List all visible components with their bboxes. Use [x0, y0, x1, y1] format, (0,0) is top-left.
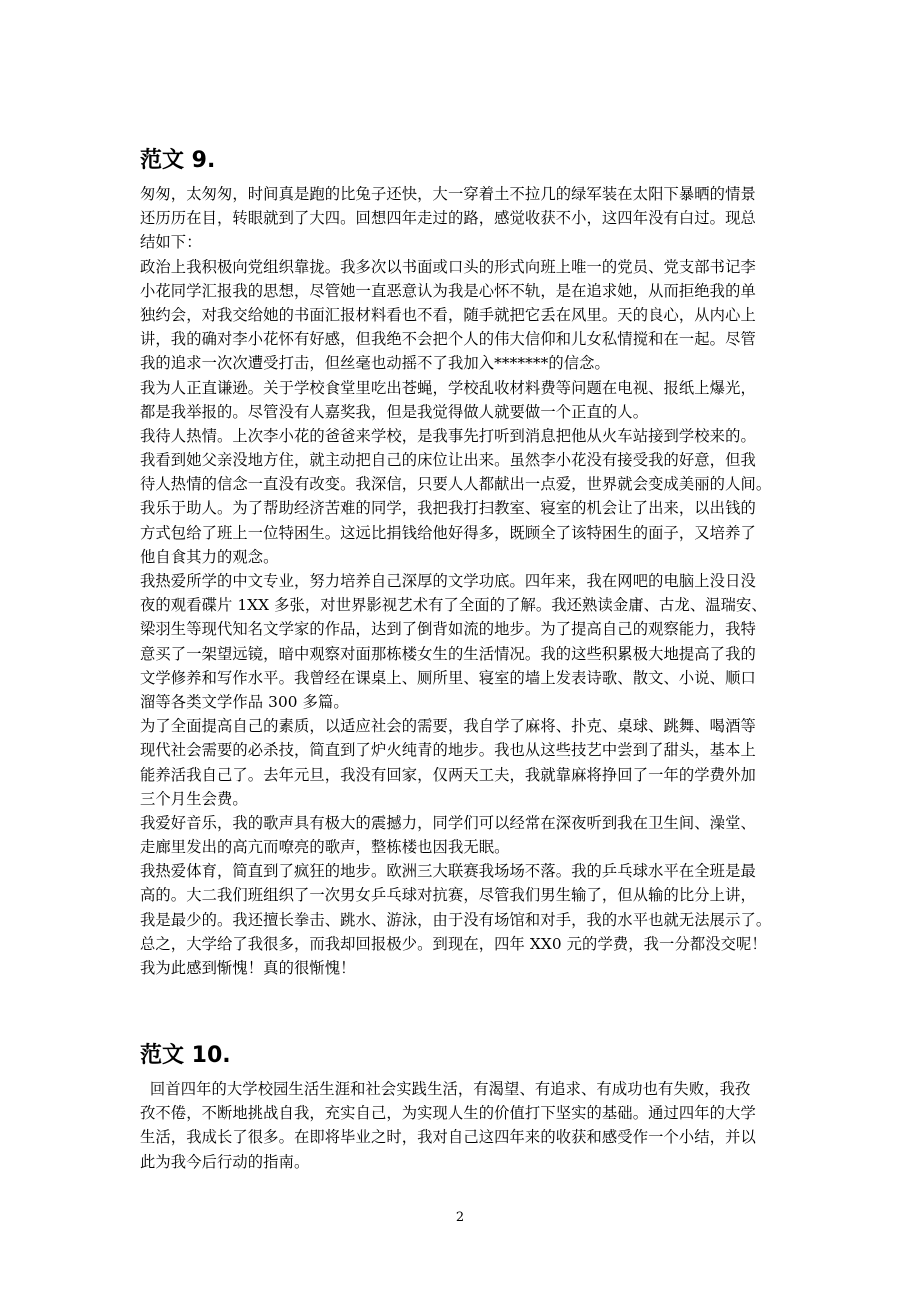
- text-line: 我为此感到惭愧！真的很惭愧！: [140, 959, 356, 977]
- text-line: 溜等各类文学作品 300 多篇。: [140, 692, 349, 711]
- text-line: 走廊里发出的高亢而嘹亮的歌声，整栋楼也因我无眠。: [140, 838, 510, 857]
- text-line: 讲，我的确对李小花怀有好感，但我绝不会把个人的伟大信仰和儿女私情搅和在一起。尽管: [140, 330, 756, 349]
- section-9-body: [140, 182, 785, 980]
- page-number: 2: [455, 1210, 465, 1225]
- text-line: 高的。大二我们班组织了一次男女乒乓球对抗赛，尽管我们男生输了，但从输的比分上讲，: [140, 886, 756, 905]
- text-line: 匆匆，太匆匆，时间真是跑的比兔子还快，大一穿着土不拉几的绿军装在太阳下暴晒的情景: [140, 185, 756, 203]
- text-line: 三个月生会费。: [140, 789, 248, 808]
- text-line: 我看到她父亲没地方住，就主动把自己的床位让出来。虽然李小花没有接受我的好意，但我: [140, 451, 756, 470]
- text-line: 回首四年的大学校园生活生涯和社会实践生活，有渴望、有追求、有成功也有失败，我孜: [140, 1080, 751, 1098]
- text-line: 方式包给了班上一位特困生。这远比捐钱给他好得多，既顾全了该特困生的面子，又培养了: [140, 523, 756, 542]
- text-line: 我待人热情。上次李小花的爸爸来学校，是我事先打听到消息把他从火车站接到学校来的。: [140, 426, 756, 445]
- text-line: 生活，我成长了很多。在即将毕业之时，我对自己这四年来的收获和感受作一个小结，并以: [140, 1128, 756, 1147]
- text-line: 文学修养和写作水平。我曾经在课桌上、厕所里、寝室的墙上发表诗歌、散文、小说、顺口: [140, 668, 756, 687]
- text-line: 还历历在目，转眼就到了大四。回想四年走过的路，感觉收获不小，这四年没有白过。现总: [140, 209, 756, 228]
- text-line: 独约会，对我交给她的书面汇报材料看也不看，随手就把它丢在风里。天的良心，从内心上: [140, 305, 756, 324]
- text-line: 我乐于助人。为了帮助经济苦难的同学，我把我打扫教室、寝室的机会让了出来，以出钱的: [140, 499, 756, 518]
- text-line: 总之，大学给了我很多，而我却回报极少。到现在，四年 XX0 元的学费，我一分都没交呢！: [140, 934, 767, 953]
- text-line: 我的追求一次次遭受打击，但丝毫也动摇不了我加入*******的信念。: [140, 354, 610, 373]
- text-line: 我为人正直谦逊。关于学校食堂里吃出苍蝇，学校乱收材料费等问题在电视、报纸上爆光，: [140, 378, 756, 397]
- text-line: 我热爱体育，简直到了疯狂的地步。欧洲三大联赛我场场不落。我的乒乓球水平在全班是最: [140, 862, 756, 881]
- section-10-body: [140, 1077, 785, 1174]
- text-line: 政治上我积极向党组织靠拢。我多次以书面或口头的形式向班上唯一的党员、党支部书记李: [140, 257, 756, 276]
- text-line: 意买了一架望远镜，暗中观察对面那栋楼女生的生活情况。我的这些积累极大地提高了我的: [140, 644, 756, 663]
- text-line: 能养活我自己了。去年元旦，我没有回家，仅两天工夫，我就靠麻将挣回了一年的学费外加: [140, 765, 756, 784]
- text-line: 现代社会需要的必杀技，简直到了炉火纯青的地步。我也从这些技艺中尝到了甜头，基本上: [140, 741, 756, 760]
- text-line: 结如下：: [140, 233, 202, 252]
- text-line: 小花同学汇报我的思想，尽管她一直恶意认为我是心怀不轨，是在追求她，从而拒绝我的单: [140, 281, 756, 300]
- text-line: 此为我今后行动的指南。: [140, 1152, 310, 1171]
- text-line: 夜的观看碟片 1XX 多张，对世界影视艺术有了全面的了解。我还熟读金庸、古龙、温瑞安、: [140, 596, 767, 615]
- text-line: 我是最少的。我还擅长拳击、跳水、游泳，由于没有场馆和对手，我的水平也就无法展示了。: [140, 910, 772, 929]
- text-line: 孜不倦，不断地挑战自我，充实自己，为实现人生的价值打下坚实的基础。通过四年的大学: [140, 1104, 756, 1123]
- text-line: 我爱好音乐，我的歌声具有极大的震撼力，同学们可以经常在深夜听到我在卫生间、澡堂、: [140, 813, 756, 832]
- text-line: 为了全面提高自己的素质，以适应社会的需要，我自学了麻将、扑克、桌球、跳舞、喝酒等: [140, 717, 756, 736]
- text-line: 都是我举报的。尽管没有人嘉奖我，但是我觉得做人就要做一个正直的人。: [140, 402, 649, 421]
- text-line: 我热爱所学的中文专业，努力培养自己深厚的文学功底。四年来，我在网吧的电脑上没日没: [140, 572, 756, 590]
- section-10-heading: 范文 10.: [140, 1043, 231, 1068]
- text-line: 待人热情的信念一直没有改变。我深信，只要人人都献出一点爱，世界就会变成美丽的人间。: [140, 475, 772, 494]
- section-9-heading: 范文 9.: [140, 148, 216, 173]
- text-line: 梁羽生等现代知名文学家的作品，达到了倒背如流的地步。为了提高自己的观察能力，我特: [140, 620, 756, 639]
- text-line: 他自食其力的观念。: [140, 547, 279, 566]
